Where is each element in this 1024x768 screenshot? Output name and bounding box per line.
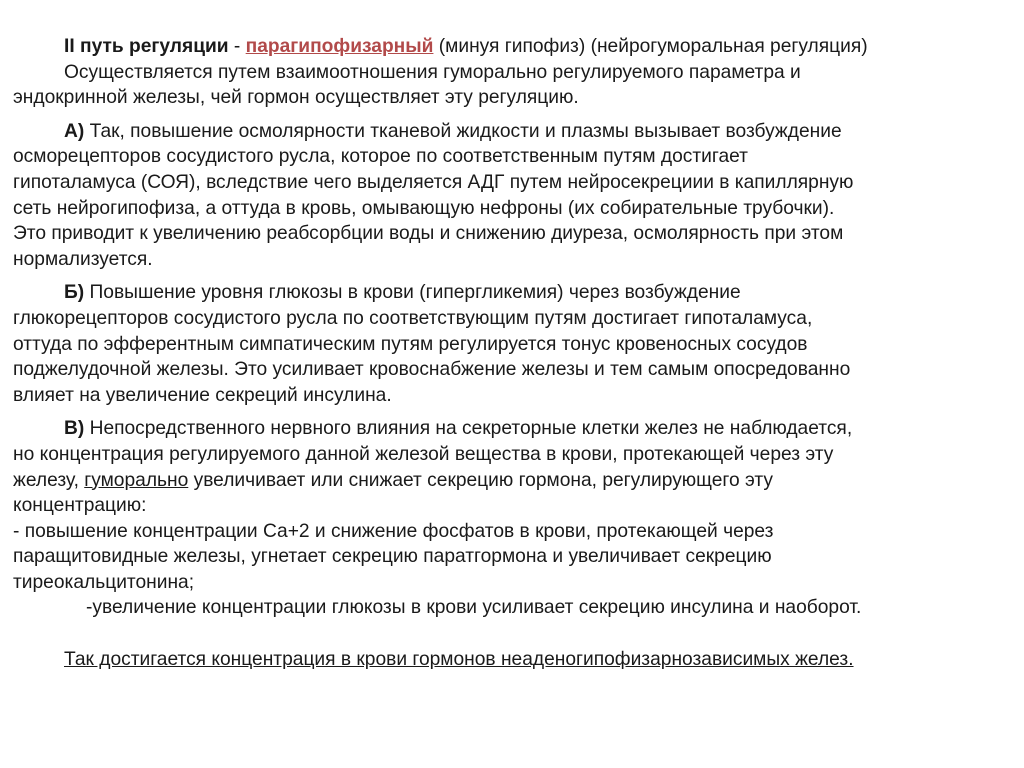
bullet-1-line-2: паращитовидные железы, угнетает секрецию паратгормона и увеличивает секрецию [13,546,772,568]
title-dash: - [228,36,246,57]
section-a-line-4: сеть нейрогипофиза, а оттуда в кровь, омывающую нефроны (их собирательные трубочки). [13,197,835,219]
section-a-line-5: Это приводит к увеличению реабсорбции воды и снижению диуреза, осмолярность при этом [13,223,844,245]
section-a-line-1 [13,119,1004,145]
section-v-line-3-pre: железу, [13,469,85,491]
section-v-line-4: концентрацию: [13,495,147,517]
section-a-line-6: нормализуется. [13,248,153,270]
section-a-line-3: гипоталамуса (СОЯ), вследствие чего выделяется АДГ путем нейросекрециии в капиллярную [13,171,854,193]
bullet-1-line-3: тиреокальцитонина; [13,571,195,593]
header-paragraph [13,34,1004,111]
way-name-link: парагипофизарный [245,36,434,57]
section-b-label: Б) [64,282,85,304]
section-a-line-2: осморецепторов сосудистого русла, которое по соответственным путям достигает [13,146,748,168]
section-v-line-3-post: увеличивает или снижает секрецию гормона, регулирующего эту [188,469,773,491]
conclusion [13,647,1004,673]
section-b-line-2: глюкорецепторов сосудистого русла по соответствующим путям достигает гипоталамуса, [13,307,813,329]
section-b-line-5: влияет на увеличение секреций инсулина. [13,384,392,406]
section-b [13,280,1004,408]
header-line-3: эндокринной железы, чей гормон осуществляет эту регуляцию. [13,87,579,109]
section-v-line-1 [13,416,1004,442]
section-a [13,119,1004,273]
conclusion-text: Так достигается концентрация в крови гормонов неаденогипофизарнозависимых желез. [64,649,854,671]
section-v-line-2: но концентрация регулируемого данной железой вещества в крови, протекающей через эту [13,443,834,465]
section-b-line-1 [13,280,1004,306]
section-a-text-1: Так, повышение осмолярности тканевой жидкости и плазмы вызывает возбуждение [84,120,842,142]
bullet-1-line-1: - повышение концентрации Са+2 и снижение фосфатов в крови, протекающей через [13,520,774,542]
section-b-text-1: Повышение уровня глюкозы в крови (гипергликемия) через возбуждение [84,282,741,304]
regulation-title: II путь регуляции [64,36,229,57]
section-b-line-3: оттуда по эфферентным симпатическим путям регулируется тонус кровеносных сосудов [13,333,808,355]
section-v [13,416,1004,621]
section-v-text-1: Непосредственного нервного влияния на секреторные клетки желез не наблюдается, [84,418,853,440]
header-rest: (минуя гипофиз) (нейрогуморальная регуляция) [433,36,868,57]
header-line-1 [13,34,1004,60]
section-v-label: В) [64,418,85,440]
bullet-2: -увеличение концентрации глюкозы в крови усиливает секрецию инсулина и наоборот. [86,597,862,619]
header-line-2: Осуществляется путем взаимоотношения гуморально регулируемого параметра и [64,61,801,83]
section-v-line-3 [13,468,1004,494]
section-b-line-4: поджелудочной железы. Это усиливает кровоснабжение железы и тем самым опосредованно [13,359,851,381]
humoral-underlined: гуморально [84,469,189,491]
section-a-label: А) [64,120,85,142]
